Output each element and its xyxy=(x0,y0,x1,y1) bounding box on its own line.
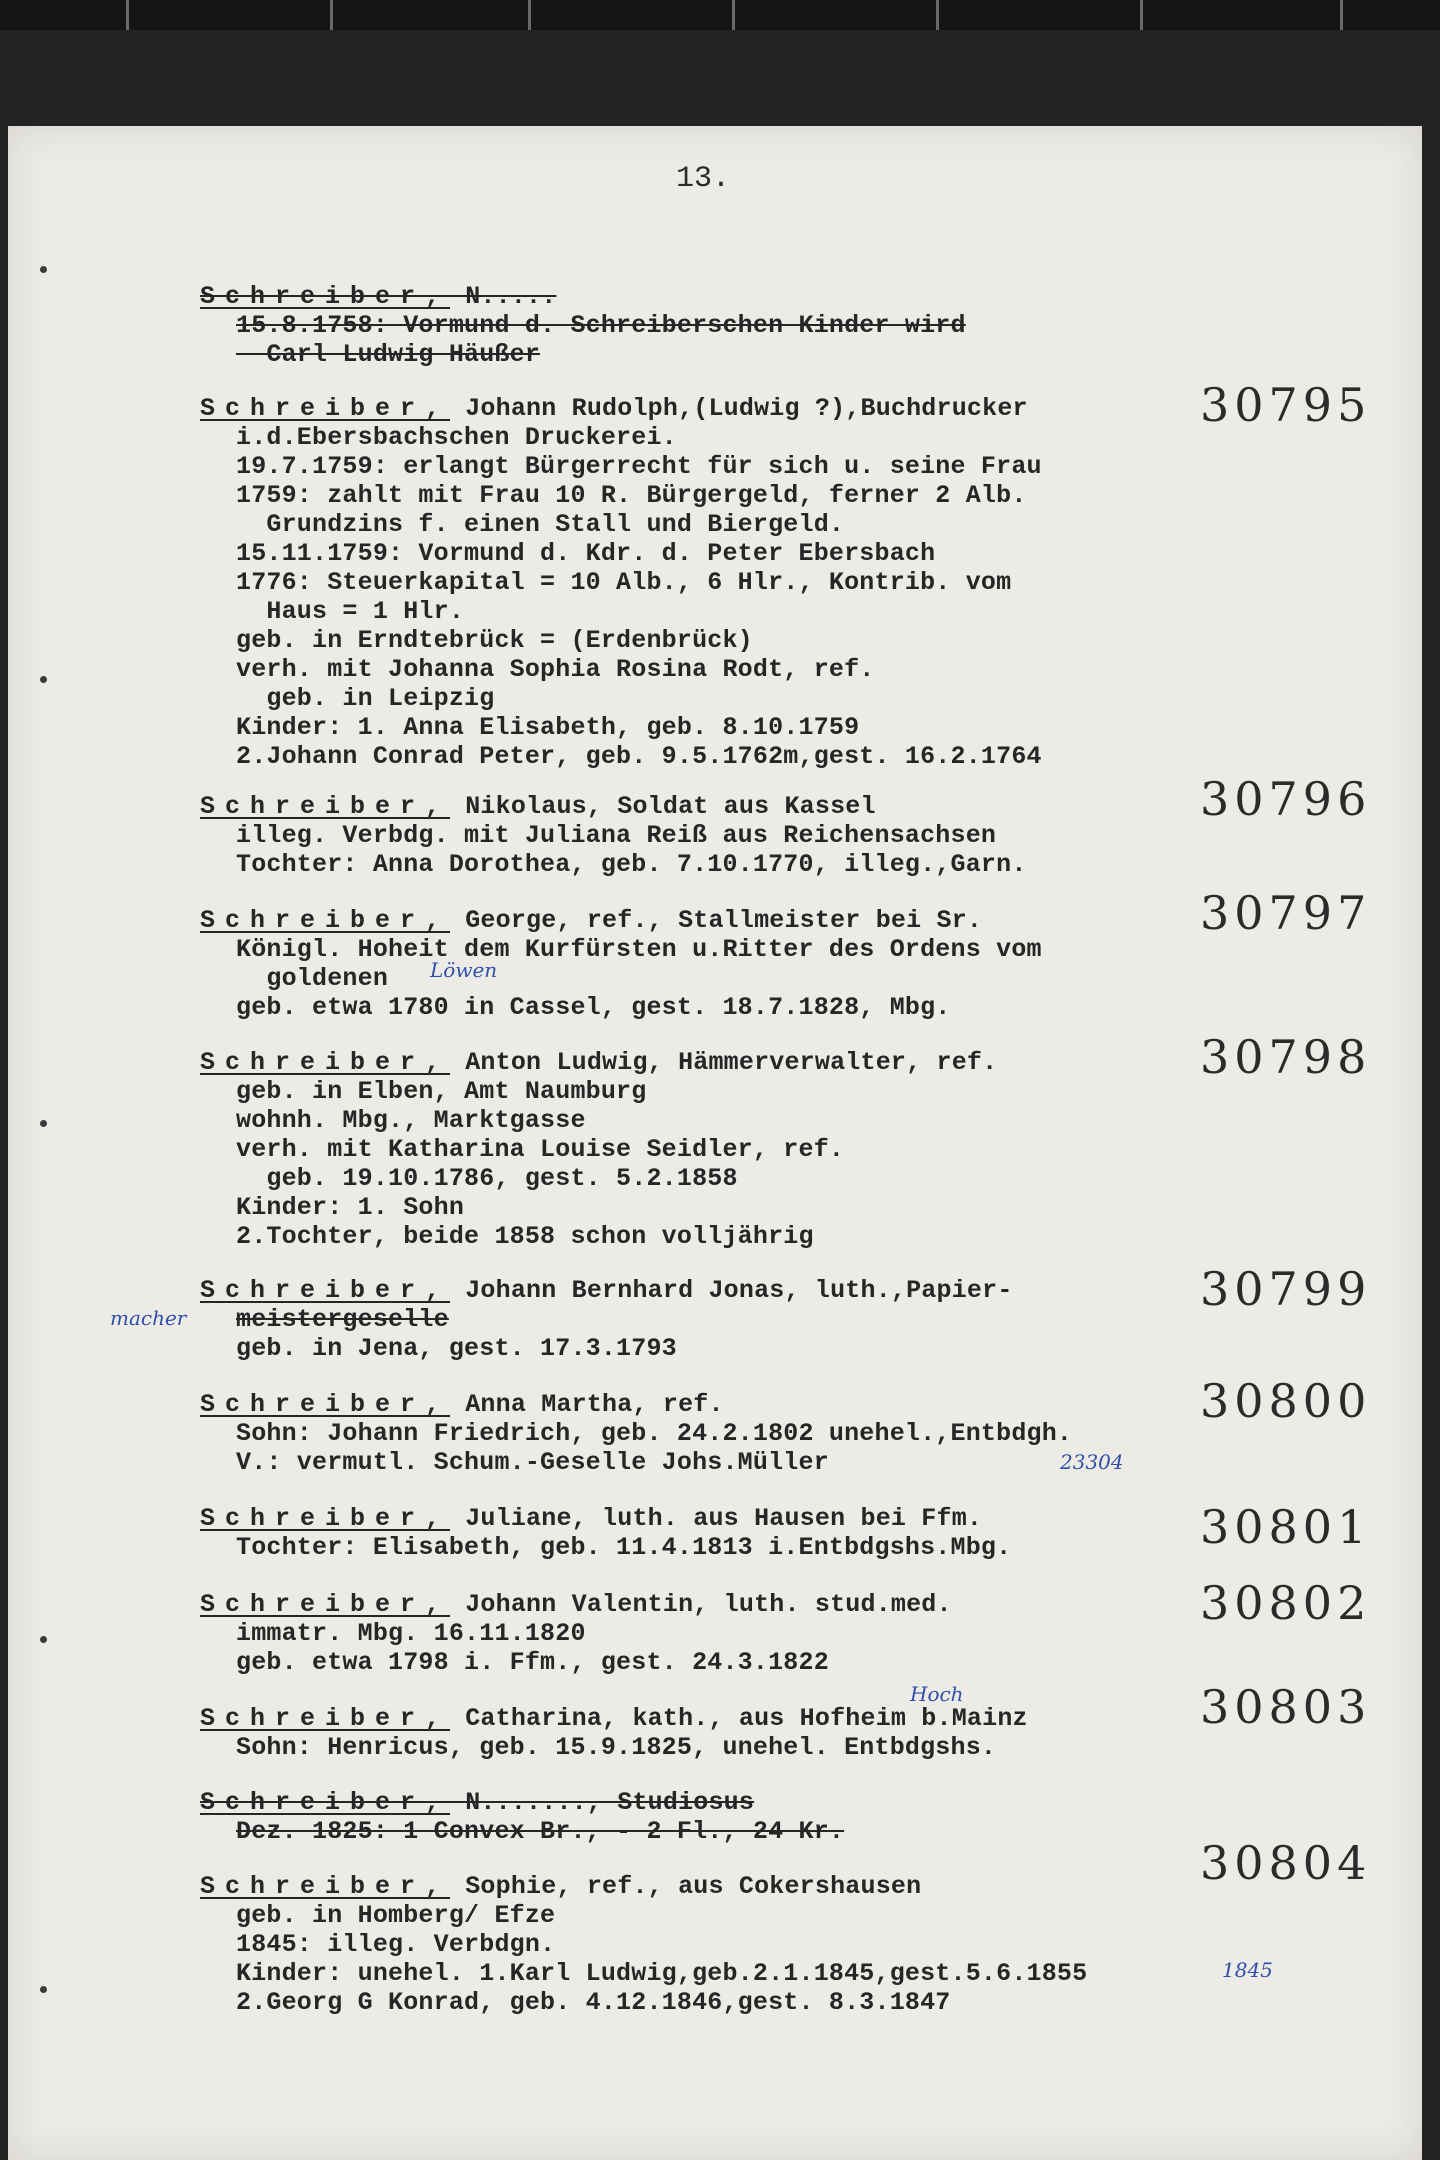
entry-line: geb. etwa 1780 in Cassel, gest. 18.7.1828, Mbg. xyxy=(236,993,951,1022)
entry-heading-rest: Nikolaus, Soldat aus Kassel xyxy=(450,792,876,821)
entry-heading xyxy=(200,1048,997,1077)
entry-heading-rest: Johann Bernhard Jonas, luth.,Papier- xyxy=(450,1276,1013,1305)
surname: Schreiber, xyxy=(200,1788,451,1817)
entry-heading-rest: Johann Valentin, luth. stud.med. xyxy=(450,1590,952,1619)
entry-heading-rest: Sophie, ref., aus Cokershausen xyxy=(450,1872,922,1901)
handwritten-note: 23304 xyxy=(1060,1450,1124,1474)
surname: Schreiber, xyxy=(200,1872,451,1901)
handwritten-note: 1845 xyxy=(1222,1958,1273,1982)
entry-heading-rest: N......., Studiosus xyxy=(450,1788,755,1817)
surname: Schreiber, xyxy=(200,1048,451,1077)
entry-line: geb. in Elben, Amt Naumburg xyxy=(236,1077,647,1106)
entry-line: Königl. Hoheit dem Kurfürsten u.Ritter des Ordens vom xyxy=(236,935,1042,964)
entry-line: 1776: Steuerkapital = 10 Alb., 6 Hlr., Kontrib. vom xyxy=(236,568,1012,597)
binder-hole xyxy=(40,1636,47,1643)
entry-line: 15.8.1758: Vormund d. Schreiberschen Kinder wird xyxy=(236,311,966,340)
entry-line: meistergeselle xyxy=(236,1305,449,1334)
reference-number: 30799 xyxy=(1200,1262,1372,1316)
entry-heading xyxy=(200,1590,952,1619)
entry-line: Kinder: unehel. 1.Karl Ludwig,geb.2.1.1845,gest.5.6.1855 xyxy=(236,1959,1088,1988)
reference-number: 30798 xyxy=(1200,1030,1372,1084)
binder-hole xyxy=(40,1120,47,1127)
entry-line: geb. in Erndtebrück = (Erdenbrück) xyxy=(236,626,753,655)
entry-heading xyxy=(200,282,556,311)
entry-line: 2.Johann Conrad Peter, geb. 9.5.1762m,gest. 16.2.1764 xyxy=(236,742,1042,771)
surname: Schreiber, xyxy=(200,394,451,423)
entry-line: geb. 19.10.1786, gest. 5.2.1858 xyxy=(236,1164,738,1193)
surname: Schreiber, xyxy=(200,1590,451,1619)
reference-number: 30803 xyxy=(1200,1680,1372,1734)
entry-heading xyxy=(200,1872,921,1901)
entry-line: Carl Ludwig Häußer xyxy=(236,340,541,369)
surname: Schreiber, xyxy=(200,792,451,821)
entry-line: geb. in Homberg/ Efze xyxy=(236,1901,556,1930)
reference-number: 30801 xyxy=(1200,1500,1372,1554)
entry-line: Tochter: Elisabeth, geb. 11.4.1813 i.Entbdgshs.Mbg. xyxy=(236,1533,1012,1562)
entry-heading-rest: Johann Rudolph,(Ludwig ?),Buchdrucker xyxy=(450,394,1028,423)
entry-heading xyxy=(200,1704,1028,1733)
entry-heading-rest: Anton Ludwig, Hämmerverwalter, ref. xyxy=(450,1048,998,1077)
handwritten-note: Hoch xyxy=(910,1682,964,1706)
entry-line: geb. etwa 1798 i. Ffm., gest. 24.3.1822 xyxy=(236,1648,829,1677)
surname: Schreiber, xyxy=(200,1704,451,1733)
page-number: 13. xyxy=(676,162,731,196)
surname: Schreiber, xyxy=(200,1390,451,1419)
entry-heading xyxy=(200,906,982,935)
film-strip-border xyxy=(0,0,1440,30)
entry-line: 1759: zahlt mit Frau 10 R. Bürgergeld, ferner 2 Alb. xyxy=(236,481,1027,510)
entry-heading-rest: Anna Martha, ref. xyxy=(450,1390,724,1419)
entry-heading-rest: Juliane, luth. aus Hausen bei Ffm. xyxy=(450,1504,983,1533)
entry-heading xyxy=(200,1276,1013,1305)
handwritten-note: Löwen xyxy=(430,958,498,982)
reference-number: 30796 xyxy=(1200,772,1372,826)
entry-line: 19.7.1759: erlangt Bürgerrecht für sich u. seine Frau xyxy=(236,452,1042,481)
entry-line: Sohn: Johann Friedrich, geb. 24.2.1802 unehel.,Entbdgh. xyxy=(236,1419,1073,1448)
entry-line: goldenen xyxy=(236,964,389,993)
entry-line: 15.11.1759: Vormund d. Kdr. d. Peter Ebersbach xyxy=(236,539,936,568)
entry-line: geb. in Leipzig xyxy=(236,684,495,713)
entry-line: wohnh. Mbg., Marktgasse xyxy=(236,1106,586,1135)
entry-heading-rest: George, ref., Stallmeister bei Sr. xyxy=(450,906,983,935)
entry-heading xyxy=(200,1390,724,1419)
reference-number: 30804 xyxy=(1200,1836,1372,1890)
reference-number: 30797 xyxy=(1200,886,1372,940)
surname: Schreiber, xyxy=(200,1276,451,1305)
entry-line: Kinder: 1. Anna Elisabeth, geb. 8.10.1759 xyxy=(236,713,860,742)
binder-hole xyxy=(40,676,47,683)
binder-hole xyxy=(40,266,47,273)
surname: Schreiber, xyxy=(200,906,451,935)
handwritten-note: macher xyxy=(110,1306,187,1330)
entry-line: Haus = 1 Hlr. xyxy=(236,597,465,626)
surname: Schreiber, xyxy=(200,1504,451,1533)
entry-line: immatr. Mbg. 16.11.1820 xyxy=(236,1619,586,1648)
entry-line: 2.Tochter, beide 1858 schon volljährig xyxy=(236,1222,814,1251)
entry-line: verh. mit Johanna Sophia Rosina Rodt, ref. xyxy=(236,655,875,684)
reference-number: 30800 xyxy=(1200,1374,1372,1428)
entry-line: Sohn: Henricus, geb. 15.9.1825, unehel. Entbdgshs. xyxy=(236,1733,997,1762)
entry-line: illeg. Verbdg. mit Juliana Reiß aus Reichensachsen xyxy=(236,821,997,850)
entry-heading xyxy=(200,1788,754,1817)
entry-heading xyxy=(200,394,1028,423)
entry-line: Dez. 1825: 1 Convex Br., - 2 Fl., 24 Kr. xyxy=(236,1817,845,1846)
entry-line: Grundzins f. einen Stall und Biergeld. xyxy=(236,510,845,539)
entry-line: V.: vermutl. Schum.-Geselle Johs.Müller xyxy=(236,1448,829,1477)
entry-line: geb. in Jena, gest. 17.3.1793 xyxy=(236,1334,677,1363)
entry-line: Kinder: 1. Sohn xyxy=(236,1193,465,1222)
entry-line: 2.Georg G Konrad, geb. 4.12.1846,gest. 8.3.1847 xyxy=(236,1988,951,2017)
entry-heading-rest: N..... xyxy=(450,282,557,311)
surname: Schreiber, xyxy=(200,282,451,311)
entry-heading xyxy=(200,1504,982,1533)
entry-heading xyxy=(200,792,876,821)
entry-line: i.d.Ebersbachschen Druckerei. xyxy=(236,423,677,452)
entry-line: Tochter: Anna Dorothea, geb. 7.10.1770, illeg.,Garn. xyxy=(236,850,1027,879)
entry-line: verh. mit Katharina Louise Seidler, ref. xyxy=(236,1135,845,1164)
entry-heading-rest: Catharina, kath., aus Hofheim b.Mainz xyxy=(450,1704,1028,1733)
reference-number: 30795 xyxy=(1200,378,1372,432)
binder-hole xyxy=(40,1986,47,1993)
reference-number: 30802 xyxy=(1200,1576,1372,1630)
entry-line: 1845: illeg. Verbdgn. xyxy=(236,1930,556,1959)
